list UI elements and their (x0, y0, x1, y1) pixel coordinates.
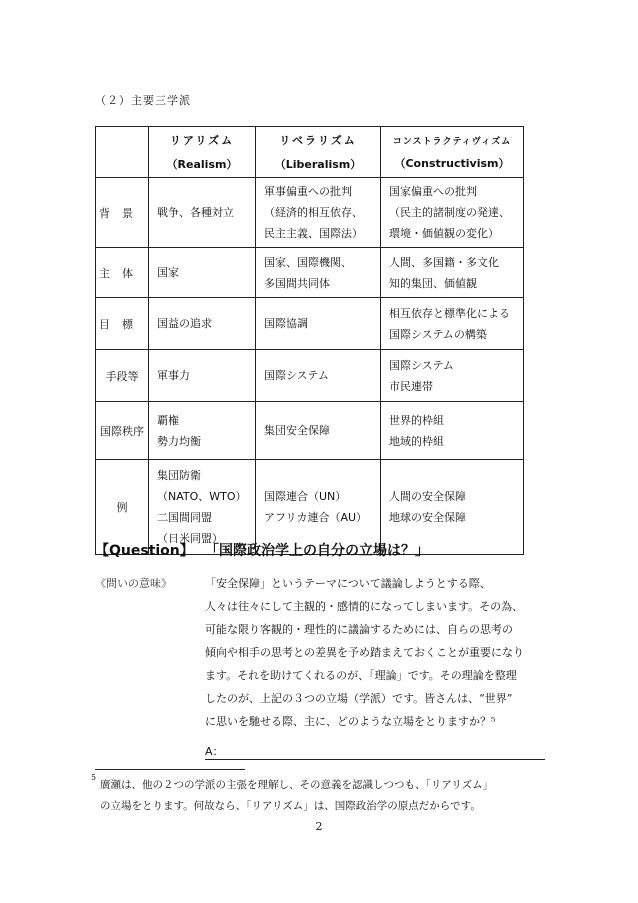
table-cell (149, 350, 256, 402)
paragraph-line: 傾向や相手の思考との差異を予め踏まえておくことが重要になり (205, 646, 524, 659)
cell-line: 集団安全保障 (264, 424, 330, 437)
row-label-text: 国際秩序 (100, 424, 144, 438)
table-row (96, 402, 524, 460)
cell-line: 国益の追求 (157, 317, 212, 330)
row-label (96, 350, 149, 402)
cell-line: 相互依存と標準化による (389, 306, 510, 320)
table-cell (149, 248, 256, 298)
table-cell (256, 248, 381, 298)
table-cell (381, 402, 524, 460)
paragraph-line: ます。それを助けてくれるのが、「理論」です。その理論を整理 (205, 669, 517, 682)
schools-table (95, 126, 524, 555)
table-cell (381, 298, 524, 350)
cell-line: 多国間共同体 (264, 276, 330, 290)
cell-line: 国家、国際機関、 (264, 255, 352, 269)
cell-line: 地域的枠組 (389, 434, 444, 448)
table-cell (149, 298, 256, 350)
cell-line: 知的集団、価値観 (389, 276, 477, 290)
table-header-row (96, 127, 524, 178)
footnote-line: の立場をとります。何故なら、「リアリズム」は、国際政治学の原点だからです。 (100, 800, 481, 812)
header-name: コンストラクティヴィズム (392, 136, 512, 147)
footnote-text (100, 775, 550, 817)
cell-line: 国家 (157, 266, 179, 279)
header-constructivism (381, 127, 524, 178)
table-cell (149, 178, 256, 248)
row-label (96, 298, 149, 350)
answer-line[interactable] (205, 759, 545, 760)
cell-line: 人間、多国籍・多文化 (389, 255, 499, 269)
header-name: リベラリズム (279, 134, 357, 147)
cell-line: 二国間同盟 (157, 511, 212, 524)
header-realism (149, 127, 256, 178)
row-label-text: 背景 (99, 206, 145, 220)
row-label-text: 例 (116, 501, 128, 514)
cell-line: 覇権 (157, 413, 179, 427)
header-sub: （Constructivism） (394, 156, 510, 170)
cell-line: 国際協調 (264, 317, 308, 330)
cell-line: （日米同盟） (157, 532, 223, 545)
cell-line: （民主的諸制度の発達、 (389, 206, 510, 219)
cell-line: （経済的相互依存、 (264, 206, 363, 219)
table-row (96, 248, 524, 298)
cell-line: 民主主義、国際法） (264, 227, 363, 240)
table-cell (149, 402, 256, 460)
table-cell (381, 248, 524, 298)
table-cell (381, 178, 524, 248)
meaning-label: 《問いの意味》 (95, 577, 172, 590)
section-title: （２）主要三学派 (95, 94, 191, 107)
row-label-text: 手段等 (105, 369, 139, 383)
footnote-rule (95, 769, 245, 770)
footnote-mark: 5 (91, 773, 97, 782)
row-label (96, 248, 149, 298)
cell-line: （NATO、WTO） (157, 490, 247, 503)
cell-line: 集団防衛 (157, 469, 201, 482)
table-row (96, 178, 524, 248)
row-label-text: 目標 (99, 317, 145, 331)
paragraph-line: 可能な限り客観的・理性的に議論するためには、自らの思考の (205, 623, 513, 636)
corner-cell (96, 127, 149, 178)
cell-line: 世界的枠組 (389, 413, 444, 427)
question-label: 【Question】 (95, 543, 194, 559)
row-label (96, 178, 149, 248)
paragraph-line: したのが、上記の３つの立場（学派）です。皆さんは、“世界” (205, 692, 513, 705)
table-row (96, 350, 524, 402)
cell-line: 国家偏重への批判 (389, 185, 477, 198)
header-liberalism (256, 127, 381, 178)
table-cell (256, 178, 381, 248)
cell-line: 環境・価値観の変化） (389, 227, 499, 240)
table-cell (381, 350, 524, 402)
cell-line: 戦争、各種対立 (157, 206, 234, 219)
question-title: 「国際政治学上の自分の立場は？」 (205, 543, 429, 559)
cell-line: 国際連合（UN） (264, 490, 347, 503)
cell-line: 地球の安全保障 (389, 511, 466, 524)
row-label (96, 402, 149, 460)
cell-line: 市民連帯 (389, 379, 433, 393)
cell-line: 人間の安全保障 (389, 490, 466, 503)
header-sub: （Realism） (166, 158, 238, 171)
row-label-text: 主体 (99, 266, 145, 280)
cell-line: 軍事偏重への批判 (264, 185, 352, 198)
cell-line: アフリカ連合（AU） (264, 511, 368, 524)
table-cell (256, 402, 381, 460)
header-name: リアリズム (169, 134, 235, 147)
paragraph-line: 「安全保障」というテーマについて議論しようとする際、 (205, 577, 491, 590)
table-cell (256, 298, 381, 350)
footnote-line: 廣瀬は、他の２つの学派の主張を理解し、その意義を認識しつつも、「リアリズム」 (100, 779, 494, 791)
paragraph-line: 人々は往々にして主観的・感情的になってしまいます。その為、 (205, 600, 524, 613)
cell-line: 軍事力 (157, 369, 190, 382)
answer-label: A： (205, 745, 224, 758)
table-row (96, 298, 524, 350)
table-cell (256, 350, 381, 402)
cell-line: 勢力均衡 (157, 434, 201, 448)
cell-line: 国際システムの構築 (389, 327, 487, 341)
paragraph-line: に思いを馳せる際、主に、どのような立場をとりますか？⁵ (205, 715, 496, 728)
header-sub: （Liberalism） (274, 158, 362, 171)
meaning-paragraph (205, 572, 545, 733)
cell-line: 国際システム (389, 358, 454, 372)
cell-line: 国際システム (264, 369, 329, 382)
page-number: 2 (315, 820, 323, 833)
